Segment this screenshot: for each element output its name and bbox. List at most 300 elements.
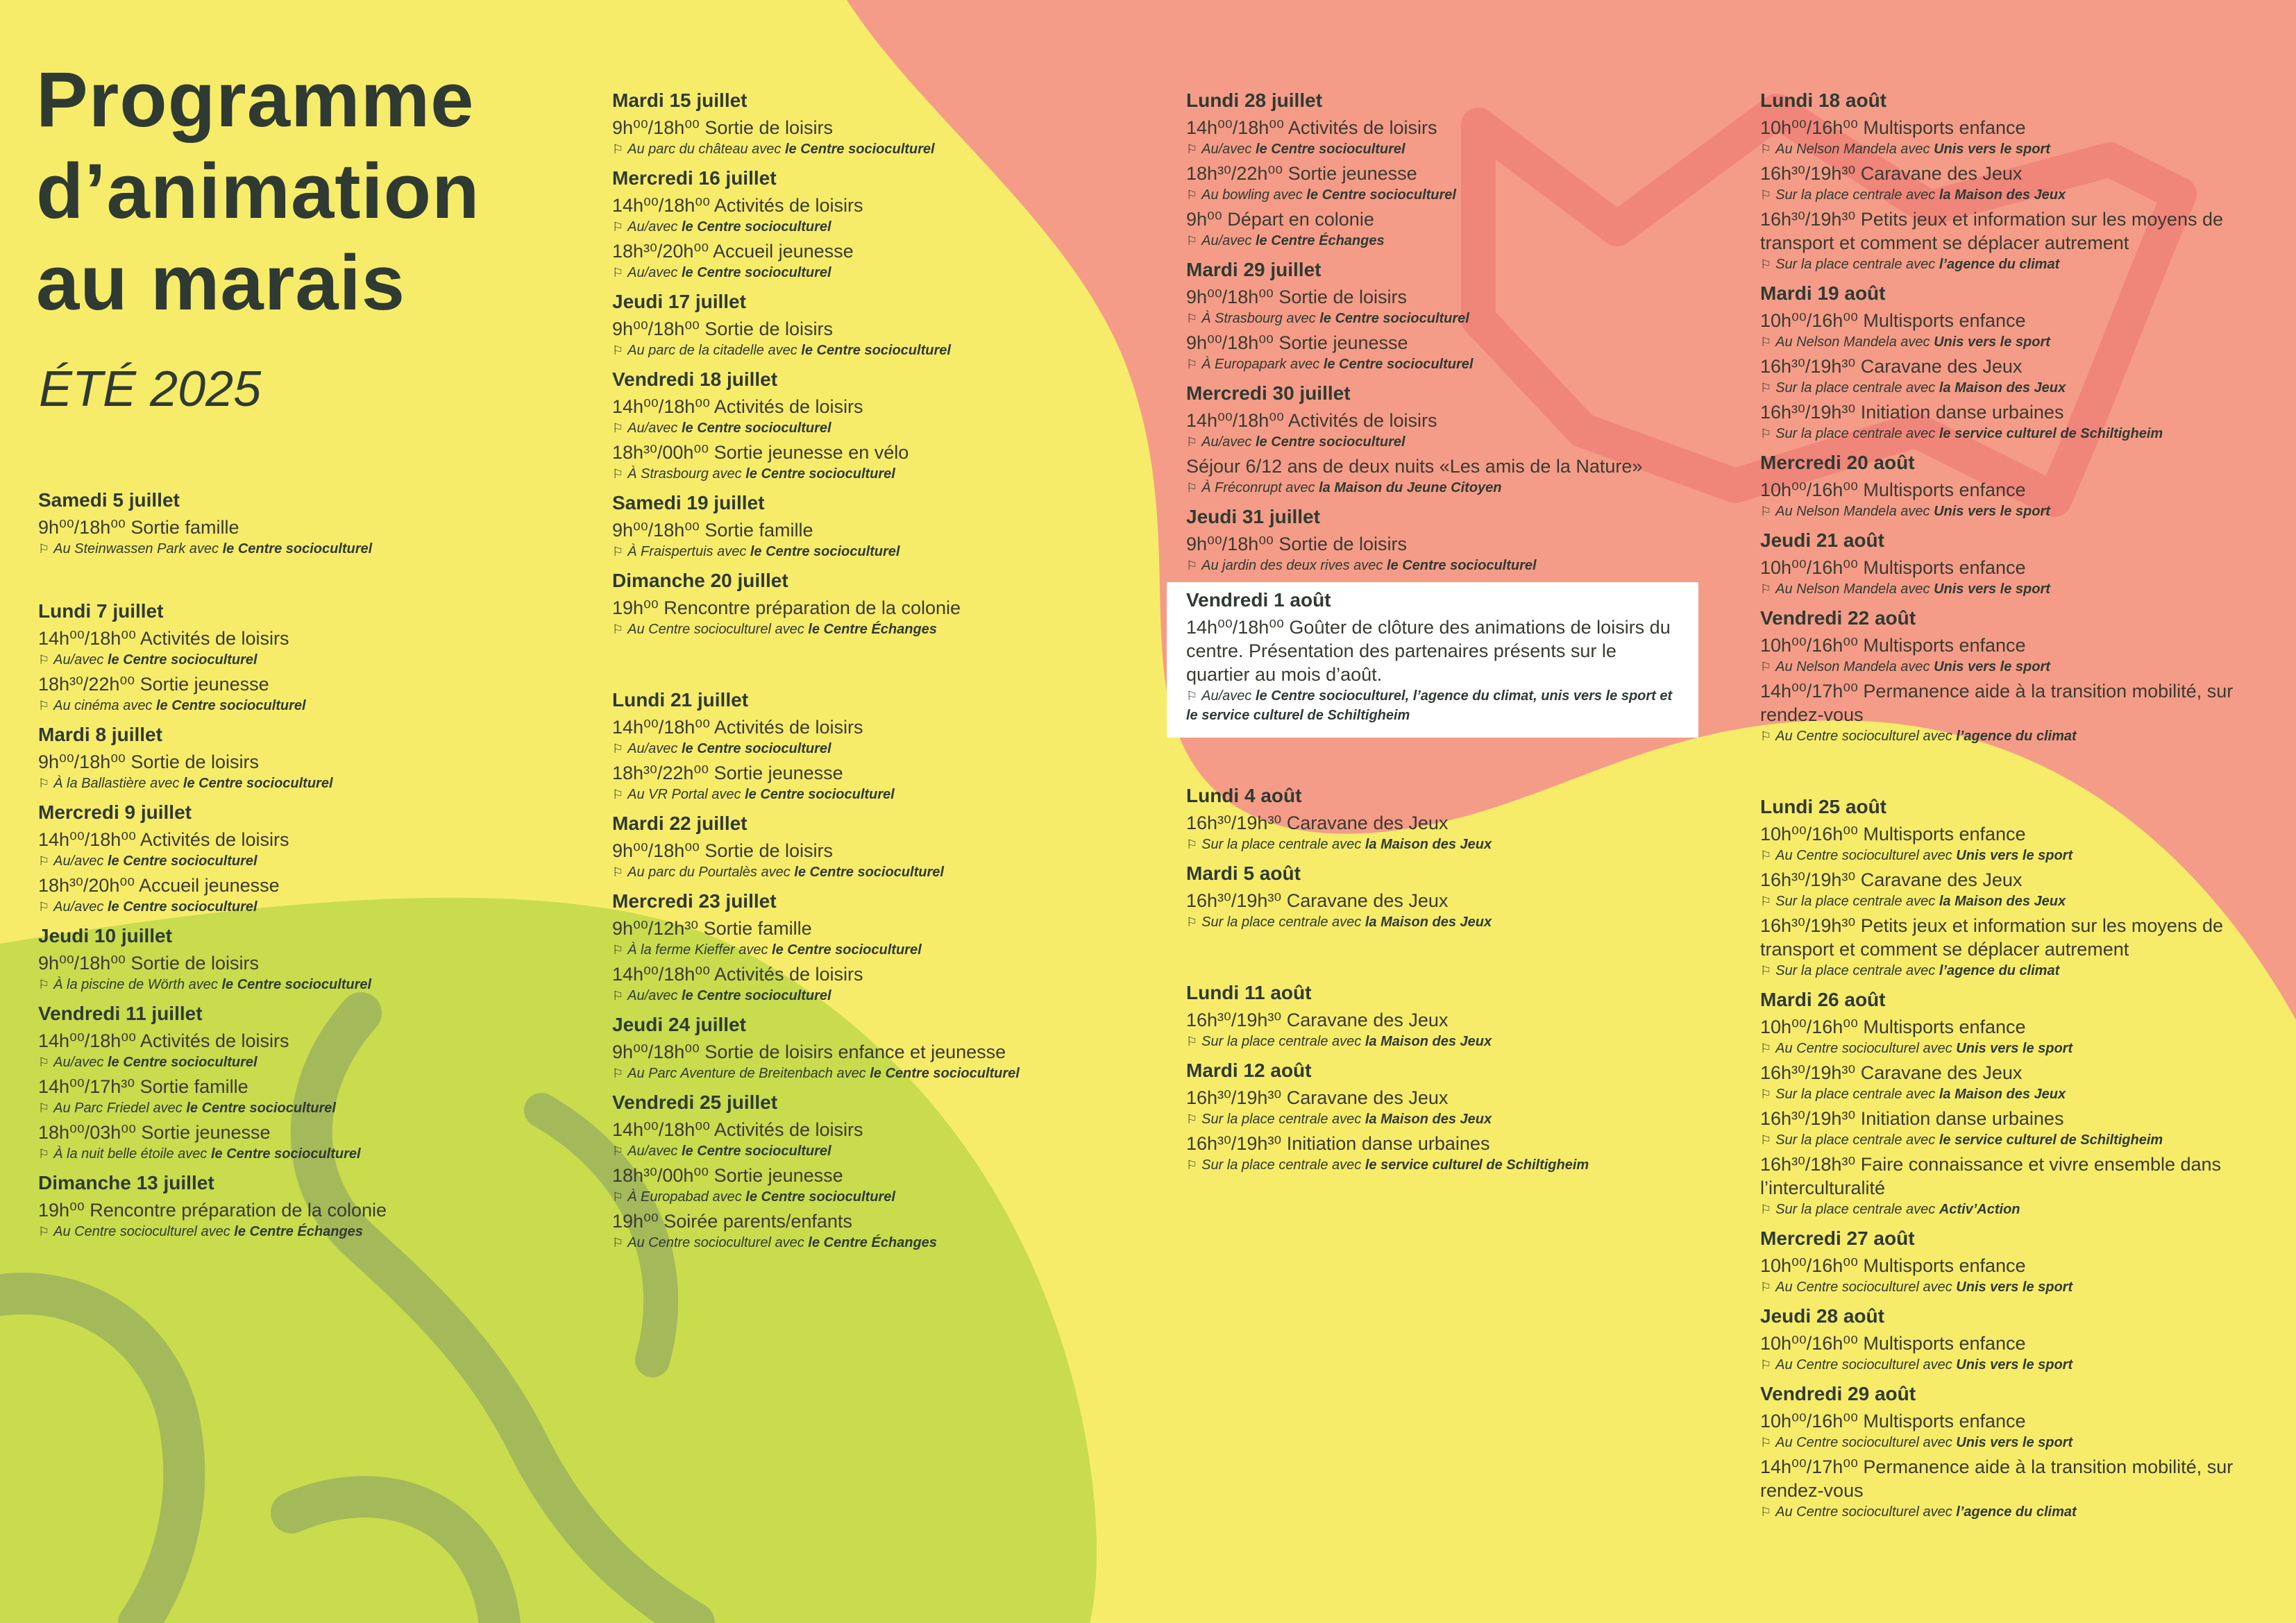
activity-time: 10h⁰⁰/16h⁰⁰ [1760, 117, 1858, 138]
day-block [1760, 1304, 2288, 1375]
activity-label: Sortie de loisirs [1278, 534, 1407, 554]
location-text: Au Centre socioculturel avec [1775, 1435, 1952, 1450]
partner-name: la Maison des Jeux [1365, 837, 1492, 852]
location-text: Au/avec [53, 652, 104, 668]
activity-time: 9h⁰⁰/12h³⁰ [612, 918, 699, 939]
partner-name: le Centre socioculturel [784, 142, 935, 157]
activity-line [38, 1198, 566, 1222]
activity-line [38, 672, 566, 696]
activity-line [1760, 207, 2288, 255]
activity-label: Accueil jeunesse [713, 241, 854, 262]
location-text: Sur la place centrale avec [1775, 1202, 1936, 1217]
activity-location [1186, 355, 1714, 374]
activity [1760, 679, 2288, 746]
activity-label: Séjour 6/12 ans de deux nuits «Les amis de la Nature» [1186, 456, 1643, 477]
partner-name: le service culturel de Schiltigheim [1939, 1132, 2163, 1148]
partner-name: le Centre socioculturel [1255, 142, 1406, 157]
flag-icon: ⚐ [1760, 381, 1772, 395]
day-heading: Vendredi 1 août [1186, 589, 1331, 611]
flag-icon: ⚐ [38, 1147, 50, 1161]
day-block [612, 166, 1140, 282]
activity-time: 10h⁰⁰/16h⁰⁰ [1760, 1411, 1858, 1431]
activity-location [1760, 1085, 2288, 1104]
day-block [38, 722, 566, 793]
activity-line [1186, 162, 1714, 185]
activity-line [38, 1121, 566, 1144]
location-text: Au Centre socioculturel avec [1775, 848, 1952, 863]
activity-label: Multisports enfance [1863, 635, 2026, 656]
location-text: Au Centre socioculturel avec [1775, 729, 1952, 744]
activity-line [1186, 1008, 1714, 1032]
activity-time: 9h⁰⁰/18h⁰⁰ [612, 117, 700, 138]
activity [612, 518, 1140, 561]
location-text: Au Centre socioculturel avec [1775, 1357, 1952, 1373]
activity-label: Multisports enfance [1863, 824, 2026, 844]
location-text: Au/avec [627, 1144, 678, 1159]
activity-time: 16h³⁰/19h³⁰ [1760, 869, 1856, 890]
day-heading: Lundi 28 juillet [1186, 90, 1323, 111]
activity-line [1760, 1254, 2288, 1277]
activity-location [1186, 1155, 1714, 1175]
day-heading: Vendredi 29 août [1760, 1383, 1916, 1404]
activity [38, 874, 566, 917]
partner-name: la Maison du Jeune Citoyen [1319, 480, 1502, 495]
activity-label: Activités de loisirs [1288, 410, 1437, 431]
flag-icon: ⚐ [1760, 894, 1772, 908]
activity-time: 10h⁰⁰/16h⁰⁰ [1760, 635, 1858, 656]
activity-location [1186, 912, 1714, 932]
day-heading: Vendredi 25 juillet [612, 1091, 778, 1113]
day-block [612, 568, 1140, 639]
activity [1760, 400, 2288, 443]
location-text: Au/avec [627, 219, 678, 235]
activity-label: Sortie jeunesse en vélo [714, 442, 909, 463]
activity-line [1186, 207, 1714, 231]
activity-time: 9h⁰⁰/18h⁰⁰ [1186, 332, 1274, 353]
location-text: À Fréconrupt avec [1201, 480, 1315, 495]
activity-label: Multisports enfance [1863, 1017, 2026, 1037]
location-text: Sur la place centrale avec [1775, 963, 1936, 978]
day-heading: Lundi 7 juillet [38, 600, 164, 622]
activity-label: Activités de loisirs [714, 1119, 863, 1140]
location-text: Au/avec [53, 1055, 104, 1070]
activity-label: Petits jeux et information sur les moyens de transport et comment se déplacer autrement [1760, 915, 2223, 960]
activity-label: Activités de loisirs [1288, 117, 1437, 138]
activity-label: Sortie jeunesse [714, 1165, 843, 1186]
location-text: Au Parc Aventure de Breitenbach avec [627, 1066, 866, 1081]
activity-line [1760, 1409, 2288, 1433]
activity-location [612, 785, 1140, 804]
partner-name: le Centre socioculturel [183, 776, 333, 791]
activity [38, 1121, 566, 1164]
location-text: À Europabad avec [627, 1189, 742, 1205]
activity-label: Multisports enfance [1863, 557, 2026, 578]
flag-icon: ⚐ [1186, 915, 1198, 929]
partner-name: le Centre socioculturel [1386, 558, 1537, 573]
location-text: Sur la place centrale avec [1775, 380, 1936, 396]
activity [1186, 116, 1714, 159]
activity-label: Initiation danse urbaines [1860, 402, 2064, 423]
activity-location [612, 1187, 1140, 1207]
activity-time: 14h⁰⁰/18h⁰⁰ [38, 628, 136, 649]
location-text: Au/avec [627, 741, 678, 756]
day-heading: Lundi 4 août [1186, 785, 1302, 806]
activity-location [612, 542, 1140, 561]
day-block [1186, 381, 1714, 498]
activity [38, 1198, 566, 1241]
activity [612, 317, 1140, 360]
flag-icon: ⚐ [612, 1190, 624, 1204]
activity-label: Accueil jeunesse [139, 875, 280, 896]
partner-name: Unis vers le sport [1956, 1435, 2073, 1450]
activity-line [38, 1029, 566, 1053]
activity-time: 14h⁰⁰/18h⁰⁰ [38, 829, 136, 850]
day-block [38, 1001, 566, 1164]
flag-icon: ⚐ [612, 421, 624, 435]
day-heading: Mardi 19 août [1760, 282, 1886, 304]
day-heading: Mercredi 16 juillet [612, 167, 777, 189]
activity-label: Sortie famille [130, 517, 239, 538]
activity [38, 1075, 566, 1118]
partner-name: le Centre socioculturel [750, 544, 900, 559]
activity-line [1760, 914, 2288, 961]
day-heading: Mardi 22 juillet [612, 813, 748, 834]
location-text: Au/avec [1201, 233, 1252, 248]
day-heading: Mercredi 30 juillet [1186, 382, 1351, 404]
activity-time: 16h³⁰/19h³⁰ [1760, 163, 1856, 184]
activity-label: Sortie de loisirs [1278, 287, 1407, 307]
activity-line [38, 951, 566, 975]
flag-icon: ⚐ [1186, 1035, 1198, 1048]
flag-icon: ⚐ [1760, 257, 1772, 271]
activity-location [38, 975, 566, 994]
partner-name: le Centre socioculturel [772, 942, 922, 958]
activity-line [1760, 162, 2288, 185]
partner-name: la Maison des Jeux [1939, 1087, 2066, 1102]
partner-name: le Centre socioculturel, l’agence du climat, unis vers le sport et le service culturel de Schiltigheim [1186, 688, 1673, 723]
flag-icon: ⚐ [612, 467, 624, 481]
activity [1760, 634, 2288, 677]
activity-time: 14h⁰⁰/18h⁰⁰ [612, 195, 710, 216]
activity-location [38, 1098, 566, 1118]
activity-time: 16h³⁰/19h³⁰ [1760, 915, 1856, 936]
partner-name: le Centre socioculturel [210, 1146, 361, 1162]
activity-label: Activités de loisirs [140, 628, 289, 649]
location-text: Sur la place centrale avec [1775, 426, 1936, 441]
location-text: Au Nelson Mandela avec [1775, 659, 1930, 674]
partner-name: Unis vers le sport [1934, 334, 2050, 350]
activity-time: 16h³⁰/19h³⁰ [1186, 1010, 1282, 1030]
title-line-1: Programme [36, 56, 475, 143]
flag-icon: ⚐ [612, 742, 624, 756]
activity-line [1760, 1015, 2288, 1039]
activity-label: Caravane des Jeux [1286, 1087, 1449, 1108]
activity-label: Activités de loisirs [714, 396, 863, 417]
activity-location [612, 1233, 1140, 1252]
day-block [612, 1090, 1140, 1252]
schedule-column-1 [38, 488, 566, 1248]
partner-name: le Centre socioculturel [681, 265, 832, 280]
activity-label: Activités de loisirs [714, 195, 863, 216]
location-text: Au/avec [53, 899, 104, 915]
partner-name: le Centre socioculturel [681, 1144, 832, 1159]
partner-name: le service culturel de Schiltigheim [1365, 1157, 1589, 1173]
activity-line [1760, 679, 2288, 726]
partner-name: le Centre socioculturel [156, 698, 306, 713]
activity-time: 10h⁰⁰/16h⁰⁰ [1760, 310, 1858, 331]
activity-time: 9h⁰⁰/18h⁰⁰ [1186, 287, 1274, 307]
activity-label: Sortie jeunesse [140, 674, 269, 695]
location-text: Sur la place centrale avec [1775, 894, 1936, 909]
partner-name: la Maison des Jeux [1365, 1034, 1492, 1049]
title-line-2: d’animation [36, 148, 480, 235]
flag-icon: ⚐ [1186, 1158, 1198, 1172]
activity-location [1760, 726, 2288, 746]
partner-name: le Centre Échanges [234, 1224, 363, 1239]
day-heading: Vendredi 18 juillet [612, 368, 778, 390]
activity-line [1760, 116, 2288, 139]
activity-line [1760, 1332, 2288, 1355]
activity-location [612, 1064, 1140, 1083]
partner-name: le Centre socioculturel [681, 420, 832, 436]
flag-icon: ⚐ [1760, 964, 1772, 978]
activity [612, 962, 1140, 1005]
activity-label: Permanence aide à la transition mobilité, sur rendez-vous [1760, 1456, 2234, 1501]
day-block [1760, 987, 2288, 1219]
flag-icon: ⚐ [1760, 1203, 1772, 1216]
activity-line [38, 750, 566, 774]
activity-location [1186, 1110, 1714, 1129]
location-text: Sur la place centrale avec [1775, 1132, 1936, 1148]
partner-name: le Centre socioculturel [222, 541, 373, 556]
activity [1186, 615, 1679, 725]
partner-name: le Centre socioculturel [221, 977, 372, 992]
activity [1760, 1254, 2288, 1297]
activity-line [612, 1209, 1140, 1233]
title-line-3: au marais [36, 239, 405, 326]
flag-icon: ⚐ [1760, 582, 1772, 596]
partner-name: Unis vers le sport [1956, 848, 2073, 863]
activity-location [612, 263, 1140, 282]
partner-name: le Centre socioculturel [745, 787, 895, 802]
flag-icon: ⚐ [1186, 234, 1198, 248]
activity-label: Petits jeux et information sur les moyens de transport et comment se déplacer autrement [1760, 209, 2223, 253]
activity-location [1760, 1130, 2288, 1150]
activity-location [612, 418, 1140, 438]
day-block [38, 924, 566, 994]
day-block [1186, 504, 1714, 575]
flag-icon: ⚐ [1760, 335, 1772, 349]
activity-line [1186, 615, 1679, 686]
activity [612, 116, 1140, 159]
location-text: Au parc du château avec [627, 142, 782, 157]
activity-time: 9h⁰⁰ [1186, 209, 1222, 230]
partner-name: Unis vers le sport [1956, 1280, 2073, 1295]
partner-name: l’agence du climat [1956, 1504, 2077, 1520]
flag-icon: ⚐ [38, 900, 50, 914]
schedule-column-2 [612, 88, 1140, 1259]
activity-location [1186, 185, 1714, 205]
activity-label: Activités de loisirs [140, 1030, 289, 1051]
location-text: Au parc de la citadelle avec [627, 343, 797, 358]
day-block [1760, 1382, 2288, 1522]
activity-line [1760, 1061, 2288, 1085]
flag-icon: ⚐ [1186, 559, 1198, 572]
partner-name: le Centre socioculturel [681, 741, 832, 756]
activity-line [612, 395, 1140, 418]
activity [1186, 889, 1714, 932]
day-block [1186, 1058, 1714, 1175]
flag-icon: ⚐ [38, 1055, 50, 1069]
location-text: Sur la place centrale avec [1201, 1157, 1362, 1173]
flag-icon: ⚐ [612, 343, 624, 357]
activity-time: 18h⁰⁰/03h⁰⁰ [38, 1122, 136, 1143]
flag-icon: ⚐ [1760, 849, 1772, 863]
activity [612, 441, 1140, 484]
activity [612, 239, 1140, 282]
day-heading: Lundi 21 juillet [612, 689, 749, 711]
activity-line [612, 761, 1140, 785]
day-block [38, 599, 566, 715]
activity-time: 19h⁰⁰ [612, 1211, 659, 1232]
partner-name: le Centre socioculturel [1255, 434, 1406, 450]
location-text: Au parc du Pourtalès avec [627, 865, 791, 880]
activity [38, 1029, 566, 1072]
activity-label: Activités de loisirs [714, 717, 863, 738]
flag-icon: ⚐ [1186, 838, 1198, 851]
activity-location [38, 539, 566, 559]
activity-label: Sortie jeunesse [141, 1122, 271, 1143]
partner-name: le Centre socioculturel [107, 853, 258, 869]
activity-location [612, 341, 1140, 360]
activity [1760, 207, 2288, 274]
activity-label: Caravane des Jeux [1286, 813, 1449, 833]
location-text: À la ferme Kieffer avec [627, 942, 768, 958]
activity-line [1760, 309, 2288, 332]
activity-location [612, 464, 1140, 484]
activity [38, 951, 566, 994]
flag-icon: ⚐ [38, 1101, 50, 1115]
activity-label: Rencontre préparation de la colonie [664, 597, 961, 618]
partner-name: le Centre socioculturel [681, 219, 832, 235]
activity-time: 16h³⁰/19h³⁰ [1760, 1062, 1856, 1083]
activity [1186, 331, 1714, 374]
location-text: À la piscine de Wörth avec [53, 977, 218, 992]
location-text: Au Nelson Mandela avec [1775, 504, 1930, 519]
activity-time: 10h⁰⁰/16h⁰⁰ [1760, 1255, 1858, 1276]
activity-time: 16h³⁰/19h³⁰ [1186, 813, 1282, 833]
activity-line [38, 828, 566, 851]
activity-label: Sortie de loisirs [704, 318, 833, 339]
season-subtitle: ÉTÉ 2025 [39, 362, 262, 417]
location-text: Sur la place centrale avec [1775, 187, 1936, 203]
partner-name: Activ’Action [1939, 1202, 2020, 1217]
activity-time: 14h⁰⁰/18h⁰⁰ [1186, 117, 1284, 138]
activity-time: 10h⁰⁰/16h⁰⁰ [1760, 1017, 1858, 1037]
day-heading: Mardi 15 juillet [612, 90, 748, 111]
flag-icon: ⚐ [38, 653, 50, 667]
activity-location [1760, 502, 2288, 521]
day-block [38, 488, 566, 559]
activity [1186, 1008, 1714, 1051]
activity-location [1186, 556, 1714, 575]
location-text: Au Centre socioculturel avec [627, 1235, 804, 1250]
activity [1760, 116, 2288, 159]
flag-icon: ⚐ [1186, 142, 1198, 156]
activity-location [1760, 1277, 2288, 1297]
activity-line [612, 962, 1140, 986]
activity [1186, 532, 1714, 575]
activity-location [1760, 185, 2288, 205]
activity-line [612, 239, 1140, 263]
activity [38, 627, 566, 670]
activity-label: Départ en colonie [1227, 209, 1374, 230]
activity-line [1760, 634, 2288, 657]
day-heading: Vendredi 22 août [1760, 607, 1916, 629]
location-text: À Europapark avec [1201, 357, 1320, 372]
activity-location [612, 1141, 1140, 1161]
activity-location [1186, 1032, 1714, 1051]
flag-icon: ⚐ [612, 943, 624, 957]
activity-label: Faire connaissance et vivre ensemble dans l’interculturalité [1760, 1154, 2222, 1198]
day-heading: Samedi 5 juillet [38, 489, 180, 511]
activity-label: Initiation danse urbaines [1860, 1108, 2064, 1129]
activity-line [1186, 811, 1714, 835]
day-heading: Jeudi 24 juillet [612, 1014, 746, 1035]
activity [612, 1164, 1140, 1207]
flag-icon: ⚐ [612, 1067, 624, 1080]
location-text: Au cinéma avec [53, 698, 153, 713]
activity-time: 10h⁰⁰/16h⁰⁰ [1760, 824, 1858, 844]
activity-time: 18h³⁰/00h⁰⁰ [612, 442, 709, 463]
partner-name: le Centre socioculturel [107, 1055, 258, 1070]
activity-label: Caravane des Jeux [1286, 890, 1449, 911]
flag-icon: ⚐ [1186, 312, 1198, 325]
activity-label: Caravane des Jeux [1286, 1010, 1449, 1030]
activity [1760, 1015, 2288, 1058]
flag-icon: ⚐ [1760, 1358, 1772, 1372]
activity-location [1186, 478, 1714, 498]
flag-icon: ⚐ [1760, 1436, 1772, 1450]
day-block [612, 889, 1140, 1005]
activity-label: Initiation danse urbaines [1286, 1133, 1490, 1154]
partner-name: la Maison des Jeux [1939, 380, 2066, 396]
day-heading: Jeudi 31 juillet [1186, 506, 1320, 527]
partner-name: le Centre socioculturel [186, 1101, 336, 1116]
location-text: Au Centre socioculturel avec [627, 622, 804, 637]
activity [1760, 868, 2288, 911]
partner-name: Unis vers le sport [1934, 142, 2050, 157]
activity-time: 18h³⁰/00h⁰⁰ [612, 1165, 709, 1186]
day-block [1760, 88, 2288, 274]
activity-location [1760, 332, 2288, 352]
activity [612, 596, 1140, 639]
activity-time: 16h³⁰/19h³⁰ [1760, 1108, 1856, 1129]
day-heading: Dimanche 13 juillet [38, 1172, 214, 1193]
flag-icon: ⚐ [612, 622, 624, 636]
activity [1186, 409, 1714, 452]
partner-name: le Centre Échanges [808, 1235, 937, 1250]
location-text: Au Parc Friedel avec [53, 1101, 183, 1116]
location-text: Au Nelson Mandela avec [1775, 581, 1930, 597]
location-text: Au Centre socioculturel avec [1775, 1041, 1952, 1056]
partner-name: le Centre socioculturel [745, 466, 895, 482]
activity-line [1186, 409, 1714, 432]
activity [1760, 822, 2288, 865]
activity-line [38, 516, 566, 539]
day-heading: Lundi 25 août [1760, 796, 1886, 817]
activity-time: 14h⁰⁰/18h⁰⁰ [1186, 410, 1284, 431]
